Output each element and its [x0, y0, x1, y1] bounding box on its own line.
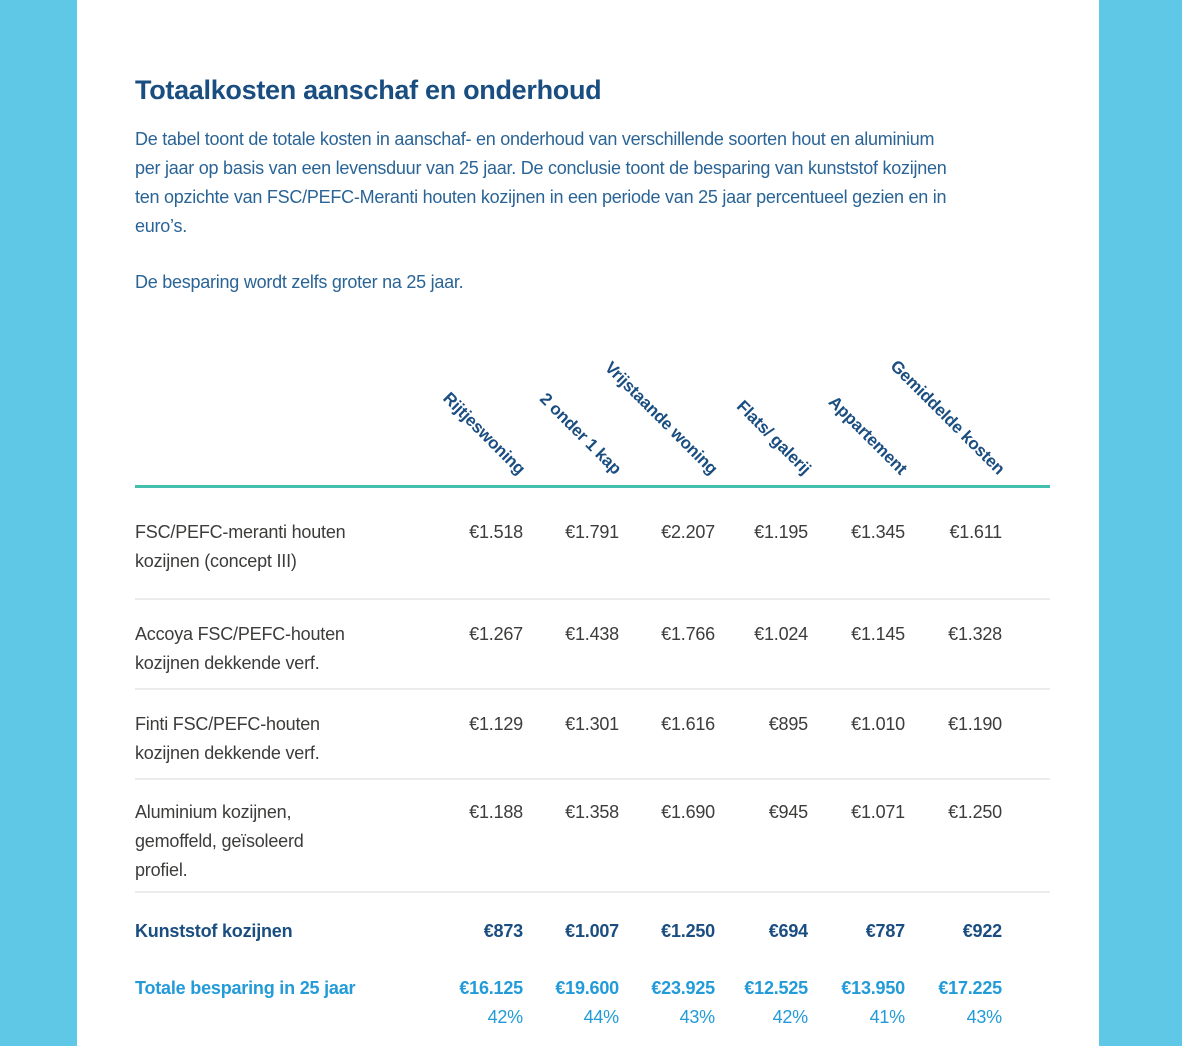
cell-percentage: 42% — [487, 1007, 523, 1027]
cell-value: €1.010 — [851, 714, 905, 734]
cell-value: €2.207 — [661, 522, 715, 542]
right-accent-bar — [1099, 0, 1182, 1046]
cell-value: €13.950 — [841, 978, 905, 998]
table-row-totale-besparing — [135, 946, 1050, 1003]
row-label: Totale besparing in 25 jaar — [135, 978, 356, 998]
cell-value: €1.190 — [948, 714, 1002, 734]
cell-value: €1.145 — [851, 624, 905, 644]
cell-percentage: 43% — [966, 1007, 1002, 1027]
row-label-line: Finti FSC/PEFC-houten — [135, 714, 320, 734]
column-header-appartement: Appartement — [825, 392, 912, 479]
row-label — [135, 710, 425, 768]
table-row-fsc-pefc-meranti — [135, 488, 1050, 600]
cell-value: €1.791 — [565, 522, 619, 542]
page-title: Totaalkosten aanschaf en onderhoud — [135, 75, 602, 105]
row-label-line: Accoya FSC/PEFC-houten — [135, 624, 345, 644]
cell-value: €922 — [962, 921, 1002, 941]
cell-value: €19.600 — [555, 978, 619, 998]
cell-value: €873 — [483, 921, 523, 941]
cell-value: €1.328 — [948, 624, 1002, 644]
cell-value: €1.518 — [469, 522, 523, 542]
table-row-aluminium — [135, 780, 1050, 893]
cell-value: €787 — [865, 921, 905, 941]
cell-value: €1.358 — [565, 802, 619, 822]
intro-line: euro’s. — [135, 216, 187, 236]
cell-value: €1.616 — [661, 714, 715, 734]
row-label-line: kozijnen dekkende verf. — [135, 743, 320, 763]
cell-value: €1.195 — [754, 522, 808, 542]
cell-value: €1.007 — [565, 921, 619, 941]
cell-value: €1.024 — [754, 624, 808, 644]
row-label: Kunststof kozijnen — [135, 921, 293, 941]
note-text: De besparing wordt zelfs groter na 25 jaar. — [135, 272, 464, 292]
left-accent-bar — [0, 0, 77, 1046]
intro-line: per jaar op basis van een levensduur van 25 jaar. De conclusie toont de besparing van kunststof kozijnen — [135, 158, 947, 178]
table-row-accoya — [135, 600, 1050, 690]
intro-line: De tabel toont de totale kosten in aanschaf- en onderhoud van verschillende soorten hout en aluminium — [135, 129, 935, 149]
cell-value: €1.250 — [661, 921, 715, 941]
column-header-vrijstaande-woning: Vrijstaande woning — [600, 357, 722, 479]
cell-value: €1.690 — [661, 802, 715, 822]
intro-line: ten opzichte van FSC/PEFC-Meranti houten kozijnen in een periode van 25 jaar percentueel gezien en in — [135, 187, 947, 207]
column-header-rijtjeswoning: Rijtjeswoning — [439, 388, 530, 479]
cell-value: €1.129 — [469, 714, 523, 734]
cell-value: €1.267 — [469, 624, 523, 644]
intro-paragraph — [135, 125, 1050, 241]
column-header-gemiddelde-kosten: Gemiddelde kosten — [886, 356, 1009, 479]
cell-value: €17.225 — [938, 978, 1002, 998]
cell-percentage: 43% — [679, 1007, 715, 1027]
cell-value: €1.611 — [949, 522, 1002, 542]
column-header-2-onder-1-kap: 2 onder 1 kap — [536, 389, 626, 479]
row-label — [135, 798, 425, 885]
cell-value: €23.925 — [651, 978, 715, 998]
cell-percentage: 41% — [869, 1007, 905, 1027]
row-label — [135, 518, 425, 576]
cell-value: €694 — [768, 921, 808, 941]
row-label — [135, 620, 425, 678]
table-row-kunststof — [135, 893, 1050, 946]
cell-value: €1.250 — [948, 802, 1002, 822]
table-column-headers — [135, 335, 1050, 485]
cell-value: €16.125 — [459, 978, 523, 998]
row-label-line: kozijnen (concept III) — [135, 551, 297, 571]
content-area — [135, 0, 1050, 1032]
row-label-line: FSC/PEFC-meranti houten — [135, 522, 346, 542]
row-label-line: Aluminium kozijnen, — [135, 802, 292, 822]
cell-value: €1.438 — [565, 624, 619, 644]
cell-percentage: 44% — [583, 1007, 619, 1027]
column-header-flats-galerij: Flats/ galerij — [732, 396, 815, 479]
cell-value: €1.301 — [565, 714, 619, 734]
cell-value: €1.345 — [851, 522, 905, 542]
cell-value: €945 — [768, 802, 808, 822]
table-row-finti — [135, 690, 1050, 780]
cell-value: €12.525 — [744, 978, 808, 998]
cell-value: €895 — [768, 714, 808, 734]
cell-value: €1.188 — [469, 802, 523, 822]
cell-value: €1.766 — [661, 624, 715, 644]
cell-percentage: 42% — [772, 1007, 808, 1027]
row-label-line: kozijnen dekkende verf. — [135, 653, 320, 673]
table-row-percentages — [135, 1003, 1050, 1032]
cell-value: €1.071 — [851, 802, 905, 822]
row-label-line: gemoffeld, geïsoleerd — [135, 831, 304, 851]
row-label-line: profiel. — [135, 860, 188, 880]
